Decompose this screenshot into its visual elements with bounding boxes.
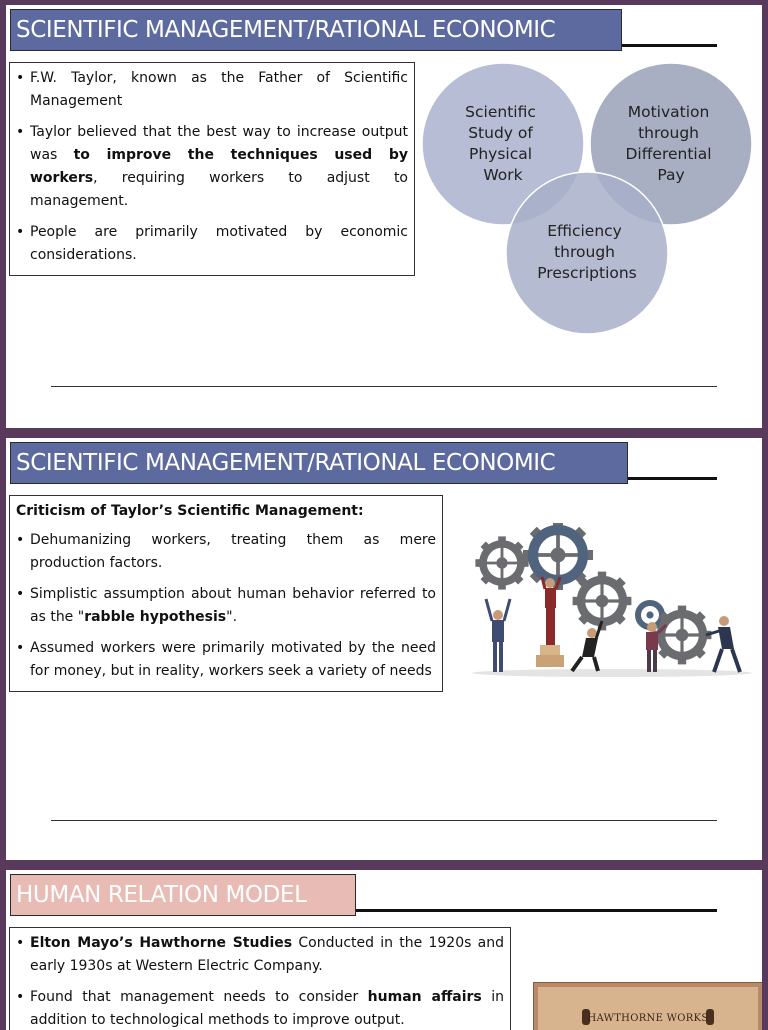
slide-human-relation-model [6, 870, 762, 1030]
bullet-text-box [9, 927, 511, 1030]
bullet-item: • F.W. Taylor, known as the Father of Scientific Management [16, 67, 408, 113]
people-lifting-gears-illustration [462, 523, 752, 683]
bottom-divider [51, 386, 717, 387]
title-underline [356, 909, 717, 912]
venn-diagram [416, 60, 756, 340]
slide-title: SCIENTIFIC MANAGEMENT/RATIONAL ECONOMIC [10, 442, 628, 484]
photo-sign-label: HAWTHORNE WORKS [587, 1013, 709, 1024]
slide-title: HUMAN RELATION MODEL [10, 874, 356, 916]
criticism-heading: Criticism of Taylor’s Scientific Management: [16, 503, 364, 519]
bullet-item: • Taylor believed that the best way to increase output was to improve the techniques used by workers, requiring workers to adjust to management. [16, 121, 408, 213]
hawthorne-works-photo [533, 982, 762, 1030]
worker-figure [706, 616, 740, 672]
title-underline [622, 44, 717, 47]
worker-figure [536, 577, 564, 667]
bullet-item: • Found that management needs to consider human affairs in addition to technological methods to improve output. [16, 986, 504, 1030]
venn-label-scientific-study: Scientific Study of Physical Work [465, 103, 536, 184]
bullet-item: • Simplistic assumption about human behavior referred to as the "rabble hypothesis". [16, 583, 436, 629]
title-underline [628, 477, 717, 480]
bullet-item: • Dehumanizing workers, treating them as mere production factors. [16, 529, 436, 575]
bullet-item: • People are primarily motivated by economic considerations. [16, 221, 408, 267]
venn-label-motivation: Motivation through Differential Pay [625, 103, 712, 184]
slide-title: SCIENTIFIC MANAGEMENT/RATIONAL ECONOMIC [10, 9, 622, 51]
criticism-text-box [9, 495, 443, 692]
bottom-divider [51, 820, 717, 821]
worker-figure [486, 599, 510, 672]
bullet-text-box [9, 62, 415, 276]
bullet-item: • Assumed workers were primarily motivated by the need for money, but in reality, workers seek a variety of needs [16, 637, 436, 683]
worker-figure [572, 621, 602, 671]
slide-scientific-management [6, 5, 762, 428]
slide-criticism [6, 438, 762, 860]
bullet-item: • Elton Mayo’s Hawthorne Studies Conducted in the 1920s and early 1930s at Western Electric Company. [16, 932, 504, 978]
venn-label-efficiency: Efficiency through Prescriptions [537, 222, 637, 282]
